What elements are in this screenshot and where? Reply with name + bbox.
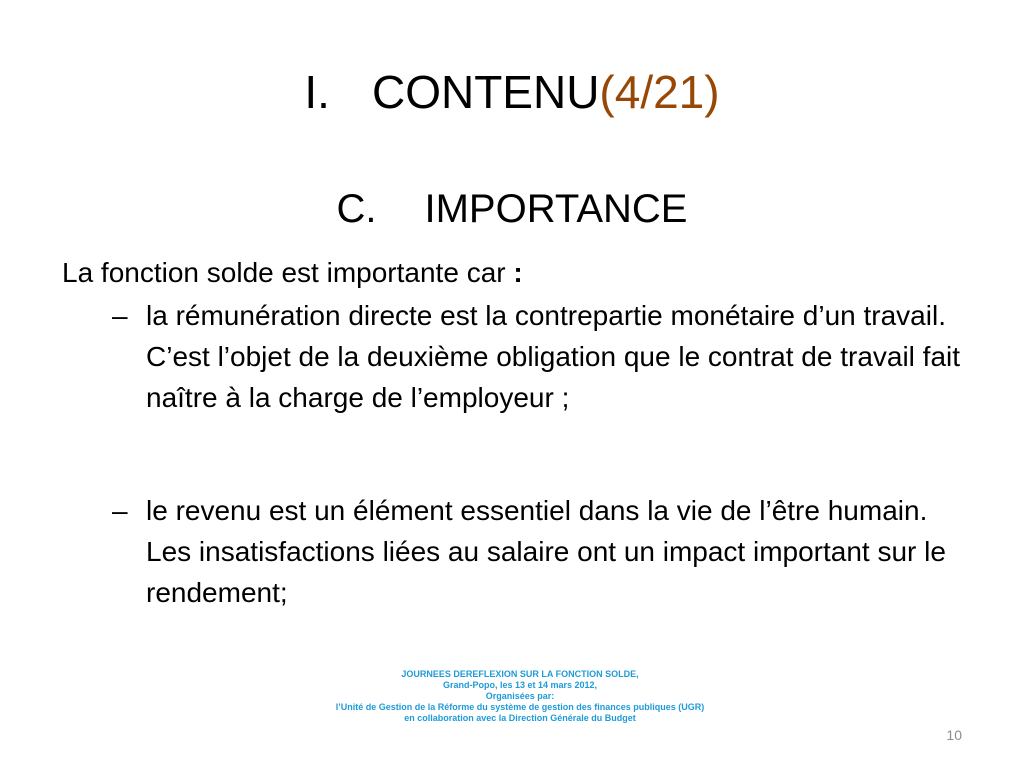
footer-line: JOURNEES DEREFLEXION SUR LA FONCTION SOLDE,	[401, 669, 639, 679]
section-heading	[0, 182, 1024, 236]
bullet-dash: –	[112, 300, 128, 331]
intro-text: La fonction solde est importante car	[62, 257, 514, 288]
bullet-item	[112, 490, 962, 613]
title-counter: (4/21)	[599, 66, 720, 118]
footer-line: Grand-Popo, les 13 et 14 mars 2012,	[442, 680, 598, 690]
bullet-item	[112, 295, 962, 418]
footer-line: en collaboration avec la Direction Générale du Budget	[404, 713, 636, 723]
bullet-text: la rémunération directe est la contrepartie monétaire d’un travail. C’est l’objet de la deuxième obligation que le contrat de travail fait naître à la charge de l’employeur ;	[146, 300, 961, 413]
bullet-text: le revenu est un élément essentiel dans la vie de l’être humain. Les insatisfactions liées au salaire ont un impact important sur le rendement;	[146, 495, 946, 608]
footer-line: l’Unité de Gestion de la Réforme du système de gestion des finances publiques (UGR)	[335, 702, 705, 712]
slide-title	[0, 62, 1024, 122]
section-heading-text: IMPORTANCE	[424, 187, 688, 231]
page-number: 10	[946, 727, 962, 743]
footer-credits	[240, 669, 800, 724]
title-numeral: I.	[304, 66, 330, 118]
intro-colon: :	[513, 257, 523, 288]
slide-body	[62, 252, 962, 613]
intro-paragraph	[62, 252, 962, 294]
footer-line: Organisées par:	[485, 691, 555, 701]
bullet-dash: –	[112, 495, 128, 526]
title-text: CONTENU	[371, 66, 600, 118]
section-letter: C.	[336, 187, 377, 231]
